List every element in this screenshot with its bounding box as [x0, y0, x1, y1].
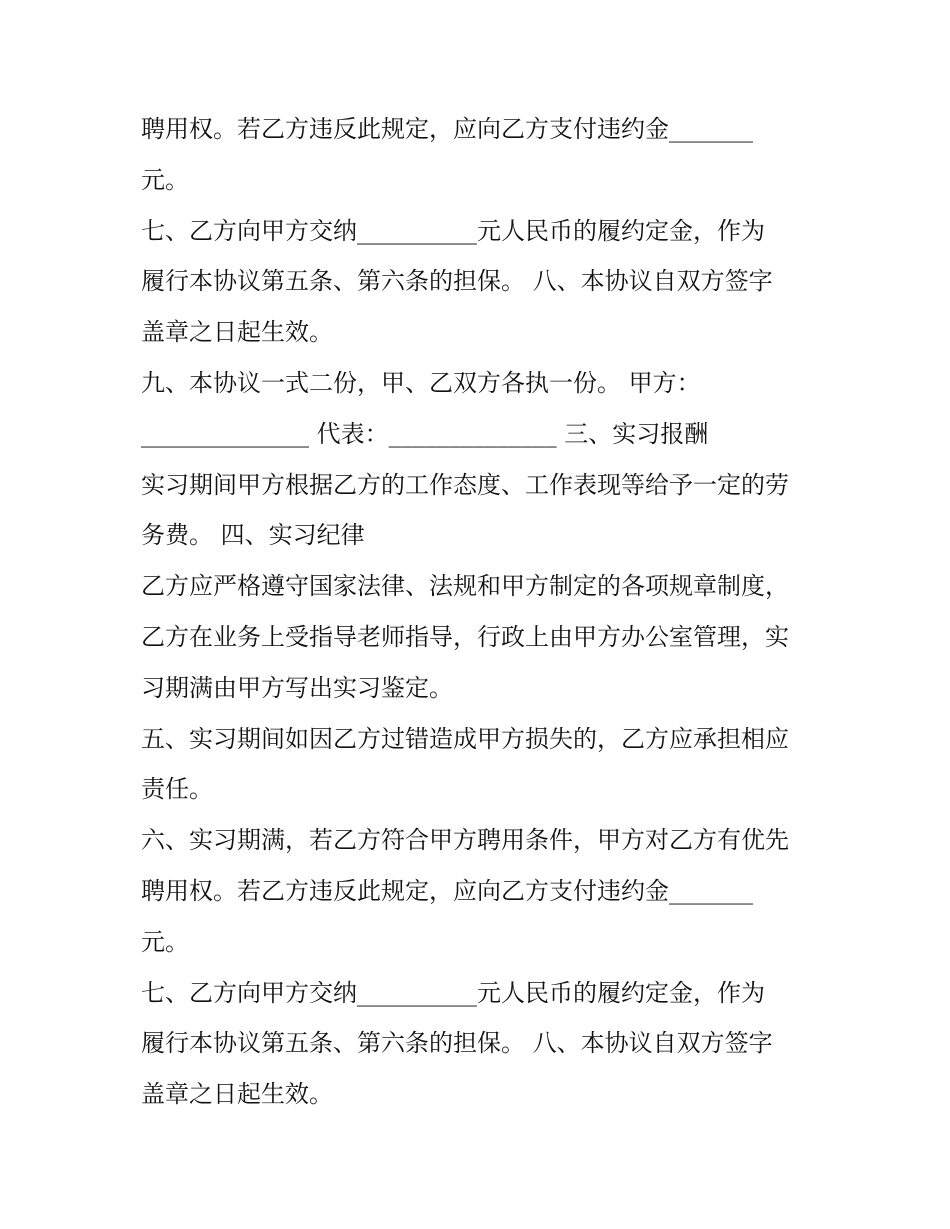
text-line: 履行本协议第五条、第六条的担保。 八、本协议自双方签字: [141, 1029, 773, 1058]
text-line: 实习期间甲方根据乙方的工作态度、工作表现等给予一定的劳: [141, 470, 789, 499]
text-line: 七、乙方向甲方交纳__________元人民币的履约定金，作为: [141, 978, 765, 1007]
text-line: 盖章之日起生效。: [141, 318, 333, 347]
text-line: 乙方在业务上受指导老师指导，行政上由甲方办公室管理，实: [141, 622, 789, 651]
text-line: 元。: [141, 165, 189, 194]
text-line: 七、乙方向甲方交纳__________元人民币的履约定金，作为: [141, 216, 765, 245]
text-line: 盖章之日起生效。: [141, 1080, 333, 1109]
text-line: 聘用权。若乙方违反此规定，应向乙方支付违约金_______: [141, 115, 753, 143]
text-line: 六、实习期满，若乙方符合甲方聘用条件，甲方对乙方有优先: [141, 826, 789, 855]
text-line: ______________ 代表：______________ 三、实习报酬: [141, 419, 709, 448]
text-line: 五、实习期间如因乙方过错造成甲方损失的，乙方应承担相应: [141, 724, 789, 753]
text-line: 乙方应严格遵守国家法律、法规和甲方制定的各项规章制度，: [141, 572, 789, 601]
text-line: 务费。 四、实习纪律: [141, 521, 365, 550]
text-line: 履行本协议第五条、第六条的担保。 八、本协议自双方签字: [141, 267, 773, 296]
document-body: [141, 104, 821, 1120]
text-line: 元。: [141, 927, 189, 956]
text-line: 责任。: [141, 775, 213, 804]
text-line: 九、本协议一式二份，甲、乙双方各执一份。 甲方：: [141, 368, 701, 397]
text-line: 习期满由甲方写出实习鉴定。: [141, 673, 453, 702]
text-line: 聘用权。若乙方违反此规定，应向乙方支付违约金_______: [141, 876, 753, 905]
